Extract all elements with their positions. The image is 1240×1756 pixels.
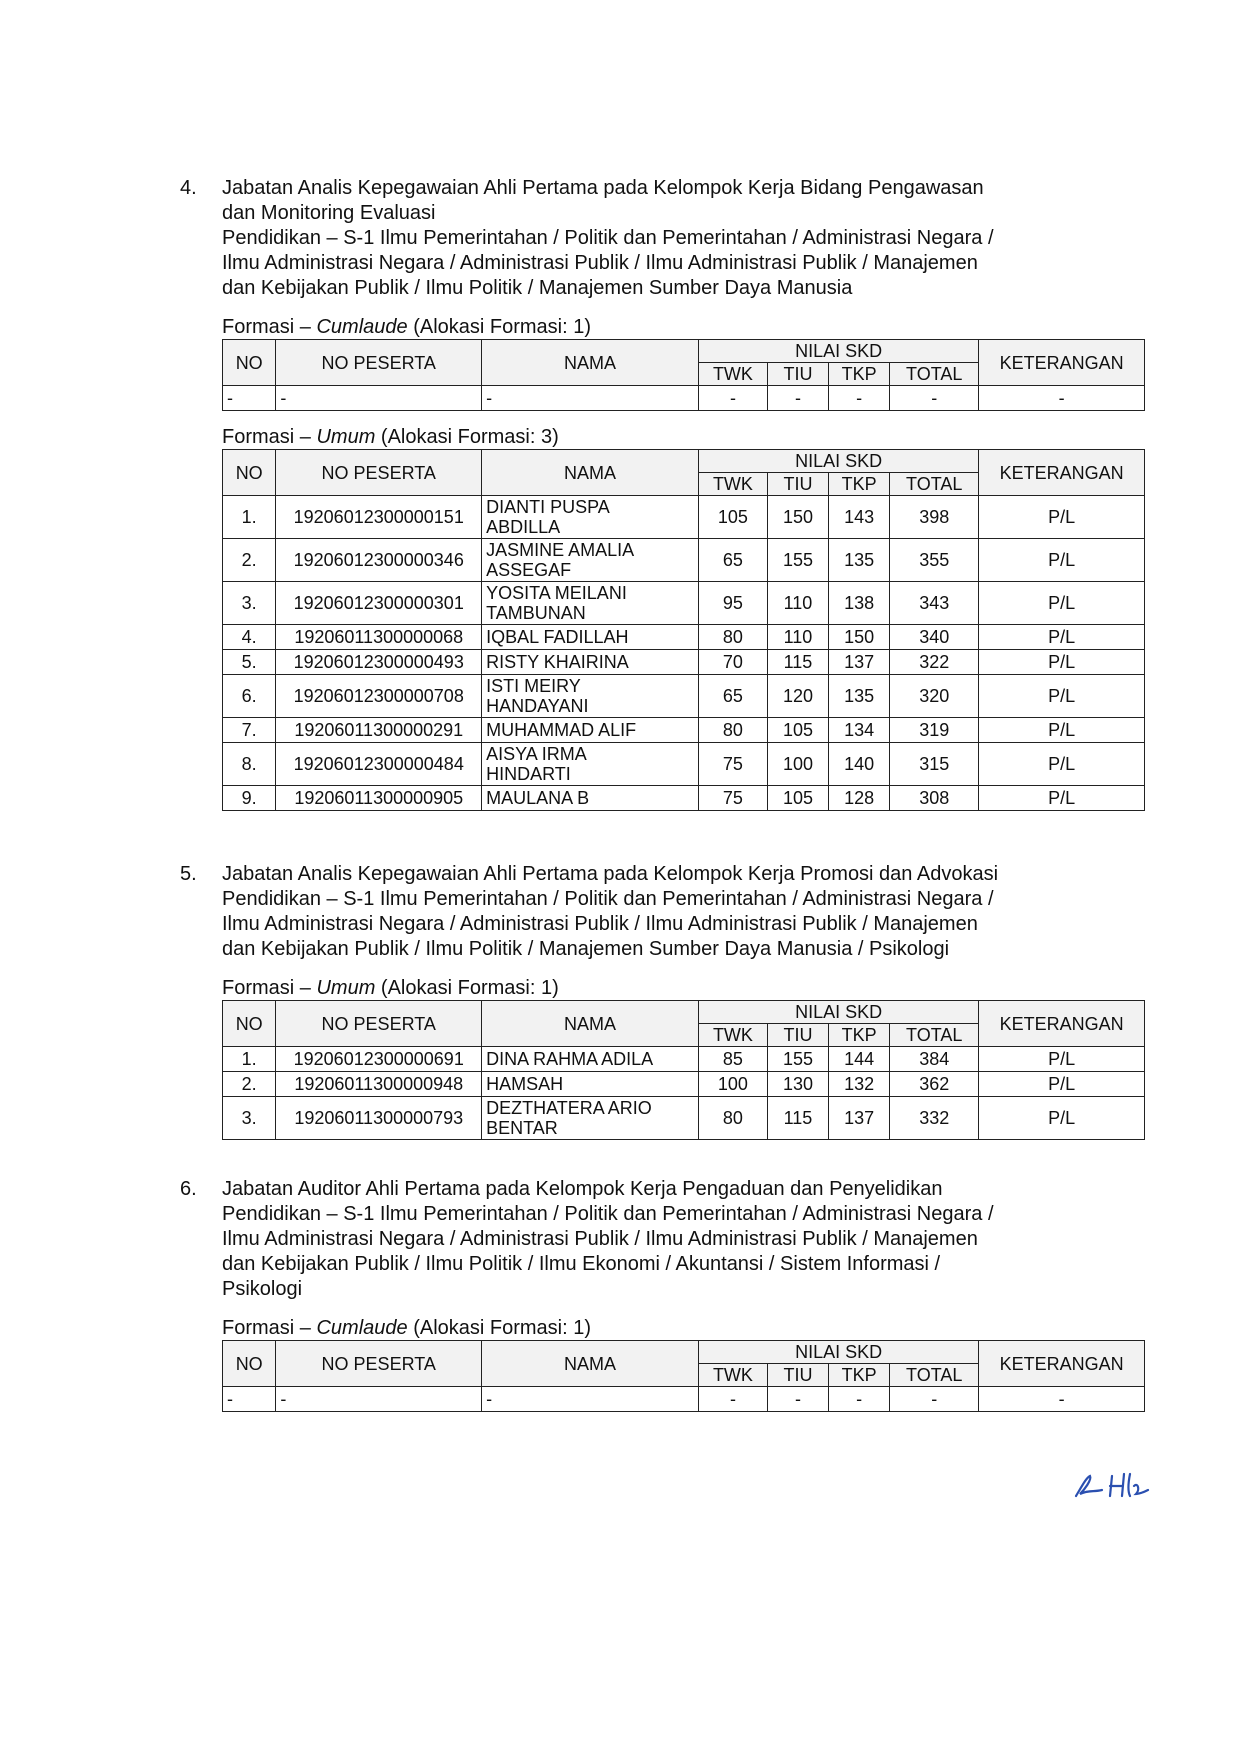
cell-no-peserta: 19206012300000301 — [276, 582, 482, 625]
cell-twk: 75 — [698, 786, 767, 811]
cell-tiu: 155 — [767, 539, 828, 582]
cell-no: - — [223, 1387, 276, 1412]
cell-nama — [482, 743, 699, 786]
header-nama: NAMA — [482, 1341, 699, 1387]
cell-no: 5. — [223, 650, 276, 675]
header-twk: TWK — [698, 1024, 767, 1047]
cell-tkp: 140 — [829, 743, 890, 786]
formasi-caption — [222, 1316, 1140, 1340]
cell-no: 6. — [223, 675, 276, 718]
cell-twk: 70 — [698, 650, 767, 675]
formasi-type: Umum — [316, 977, 376, 999]
formasi-prefix: Formasi – — [222, 977, 317, 999]
cell-no-peserta: 19206011300000793 — [276, 1097, 482, 1140]
header-total: TOTAL — [890, 1364, 979, 1387]
cell-nama — [482, 675, 699, 718]
section-heading — [180, 1177, 1140, 1302]
cell-keterangan: P/L — [979, 625, 1145, 650]
cell-tkp: 137 — [829, 650, 890, 675]
header-nama: NAMA — [482, 1001, 699, 1047]
header-nilai-skd: NILAI SKD — [698, 1001, 978, 1024]
table-row — [223, 496, 1145, 539]
participant-name-line: HAMSAH — [486, 1074, 564, 1094]
cell-tiu: 105 — [767, 718, 828, 743]
formasi-type: Cumlaude — [316, 316, 408, 338]
header-no-peserta: NO PESERTA — [276, 450, 482, 496]
desc-line: Jabatan Analis Kepegawaian Ahli Pertama pada Kelompok Kerja Promosi dan Advokasi — [222, 863, 999, 885]
cell-twk: - — [698, 1387, 767, 1412]
section-description — [222, 176, 1072, 301]
participant-name-line: HANDAYANI — [486, 696, 589, 716]
participant-name-line: - — [486, 388, 493, 408]
table-row — [223, 1072, 1145, 1097]
cell-no-peserta: 19206011300000905 — [276, 786, 482, 811]
header-nilai-skd: NILAI SKD — [698, 1341, 978, 1364]
cell-twk: 85 — [698, 1047, 767, 1072]
header-tiu: TIU — [767, 363, 828, 386]
participant-name-line: ABDILLA — [486, 517, 561, 537]
formasi-caption — [222, 315, 1140, 339]
desc-line: Psikologi — [222, 1278, 303, 1300]
cell-keterangan: - — [979, 386, 1145, 411]
cell-keterangan: P/L — [979, 1072, 1145, 1097]
header-total: TOTAL — [890, 473, 979, 496]
header-nilai-skd: NILAI SKD — [698, 340, 978, 363]
score-table — [222, 1340, 1145, 1412]
cell-nama — [482, 386, 699, 411]
cell-total: - — [890, 386, 979, 411]
formasi-alokasi: (Alokasi Formasi: 1) — [407, 316, 592, 338]
table-row — [223, 1047, 1145, 1072]
cell-keterangan: P/L — [979, 1097, 1145, 1140]
header-no: NO — [223, 450, 276, 496]
header-nama: NAMA — [482, 340, 699, 386]
desc-line: Pendidikan – S-1 Ilmu Pemerintahan / Politik dan Pemerintahan / Administrasi Negara / — [222, 227, 994, 249]
header-tkp: TKP — [829, 1024, 890, 1047]
desc-line: Pendidikan – S-1 Ilmu Pemerintahan / Politik dan Pemerintahan / Administrasi Negara / — [222, 888, 994, 910]
header-row — [223, 1001, 1145, 1024]
score-table — [222, 1000, 1145, 1140]
cell-no: 4. — [223, 625, 276, 650]
cell-tiu: 130 — [767, 1072, 828, 1097]
formasi-alokasi: (Alokasi Formasi: 3) — [375, 426, 559, 448]
cell-no-peserta: 19206012300000151 — [276, 496, 482, 539]
participant-name-line: YOSITA MEILANI — [486, 583, 627, 603]
cell-nama — [482, 786, 699, 811]
formasi-caption — [222, 425, 1140, 449]
cell-tiu: 115 — [767, 650, 828, 675]
section-heading — [180, 862, 1140, 962]
cell-tkp: 143 — [829, 496, 890, 539]
cell-nama — [482, 1047, 699, 1072]
section-description — [222, 862, 1072, 962]
cell-tiu: 110 — [767, 625, 828, 650]
cell-tkp: - — [829, 1387, 890, 1412]
section-4 — [180, 176, 1140, 811]
header-twk: TWK — [698, 473, 767, 496]
cell-twk: 65 — [698, 675, 767, 718]
cell-no: 3. — [223, 582, 276, 625]
cell-no-peserta: 19206011300000068 — [276, 625, 482, 650]
section-5 — [180, 862, 1140, 1140]
cell-total: 308 — [890, 786, 979, 811]
cell-no: 1. — [223, 496, 276, 539]
table-row — [223, 539, 1145, 582]
cell-nama — [482, 1387, 699, 1412]
cell-tiu: 150 — [767, 496, 828, 539]
cell-no: - — [223, 386, 276, 411]
cell-nama — [482, 650, 699, 675]
desc-line: dan Monitoring Evaluasi — [222, 202, 436, 224]
desc-line: dan Kebijakan Publik / Ilmu Politik / Manajemen Sumber Daya Manusia / Psikologi — [222, 938, 950, 960]
cell-nama — [482, 1072, 699, 1097]
cell-tiu: 105 — [767, 786, 828, 811]
cell-tiu: 155 — [767, 1047, 828, 1072]
cell-no-peserta: 19206012300000484 — [276, 743, 482, 786]
cell-no: 9. — [223, 786, 276, 811]
header-tiu: TIU — [767, 473, 828, 496]
header-nilai-skd: NILAI SKD — [698, 450, 978, 473]
cell-tkp: 128 — [829, 786, 890, 811]
participant-name-line: JASMINE AMALIA — [486, 540, 635, 560]
cell-keterangan: P/L — [979, 675, 1145, 718]
header-tkp: TKP — [829, 1364, 890, 1387]
participant-name-line: AISYA IRMA — [486, 744, 587, 764]
cell-no-peserta: 19206011300000948 — [276, 1072, 482, 1097]
header-tkp: TKP — [829, 473, 890, 496]
section-heading — [180, 176, 1140, 301]
table-row — [223, 625, 1145, 650]
cell-total: 315 — [890, 743, 979, 786]
participant-name-line: IQBAL FADILLAH — [486, 627, 629, 647]
cell-keterangan: P/L — [979, 582, 1145, 625]
section-number: 4. — [180, 177, 197, 199]
participant-name-line: MAULANA B — [486, 788, 590, 808]
cell-keterangan: - — [979, 1387, 1145, 1412]
section-6 — [180, 1177, 1140, 1412]
cell-twk: 95 — [698, 582, 767, 625]
header-no: NO — [223, 340, 276, 386]
cell-tkp: 150 — [829, 625, 890, 650]
cell-nama — [482, 539, 699, 582]
cell-total: 362 — [890, 1072, 979, 1097]
formasi-prefix: Formasi – — [222, 426, 317, 448]
header-no-peserta: NO PESERTA — [276, 1341, 482, 1387]
header-tkp: TKP — [829, 363, 890, 386]
cell-tiu: - — [767, 386, 828, 411]
table-row — [223, 650, 1145, 675]
desc-line: Jabatan Analis Kepegawaian Ahli Pertama pada Kelompok Kerja Bidang Pengawasan — [222, 177, 984, 199]
cell-no: 2. — [223, 1072, 276, 1097]
cell-tkp: 144 — [829, 1047, 890, 1072]
score-table — [222, 449, 1145, 811]
cell-no: 2. — [223, 539, 276, 582]
cell-twk: 100 — [698, 1072, 767, 1097]
cell-tkp: 132 — [829, 1072, 890, 1097]
desc-line: dan Kebijakan Publik / Ilmu Politik / Ilmu Ekonomi / Akuntansi / Sistem Informasi / — [222, 1253, 941, 1275]
cell-nama — [482, 496, 699, 539]
cell-nama — [482, 625, 699, 650]
cell-keterangan: P/L — [979, 496, 1145, 539]
cell-twk: - — [698, 386, 767, 411]
formation-table-wrap — [180, 315, 1140, 411]
cell-total: 320 — [890, 675, 979, 718]
table-row — [223, 718, 1145, 743]
formation-table-wrap — [180, 976, 1140, 1140]
cell-tkp: 135 — [829, 539, 890, 582]
cell-no-peserta: 19206012300000346 — [276, 539, 482, 582]
cell-keterangan: P/L — [979, 786, 1145, 811]
cell-tiu: 100 — [767, 743, 828, 786]
header-no-peserta: NO PESERTA — [276, 340, 482, 386]
cell-no: 1. — [223, 1047, 276, 1072]
cell-nama — [482, 1097, 699, 1140]
participant-name-line: DIANTI PUSPA — [486, 497, 610, 517]
cell-total: - — [890, 1387, 979, 1412]
table-row — [223, 1387, 1145, 1412]
cell-no-peserta: - — [276, 1387, 482, 1412]
header-twk: TWK — [698, 1364, 767, 1387]
cell-total: 322 — [890, 650, 979, 675]
participant-name-line: TAMBUNAN — [486, 603, 586, 623]
cell-no-peserta: 19206011300000291 — [276, 718, 482, 743]
table-row — [223, 582, 1145, 625]
cell-tkp: - — [829, 386, 890, 411]
desc-line: dan Kebijakan Publik / Ilmu Politik / Manajemen Sumber Daya Manusia — [222, 277, 853, 299]
cell-twk: 80 — [698, 1097, 767, 1140]
formasi-alokasi: (Alokasi Formasi: 1) — [375, 977, 559, 999]
cell-no: 8. — [223, 743, 276, 786]
cell-total: 332 — [890, 1097, 979, 1140]
cell-tiu: 115 — [767, 1097, 828, 1140]
cell-nama — [482, 718, 699, 743]
header-keterangan: KETERANGAN — [979, 450, 1145, 496]
section-number: 5. — [180, 863, 197, 885]
table-row — [223, 743, 1145, 786]
header-row — [223, 450, 1145, 473]
cell-tkp: 134 — [829, 718, 890, 743]
desc-line: Ilmu Administrasi Negara / Administrasi Publik / Ilmu Administrasi Publik / Manajemen — [222, 1228, 978, 1250]
formasi-caption — [222, 976, 1140, 1000]
header-twk: TWK — [698, 363, 767, 386]
cell-total: 355 — [890, 539, 979, 582]
cell-total: 398 — [890, 496, 979, 539]
header-tiu: TIU — [767, 1024, 828, 1047]
signature-initials — [1072, 1468, 1152, 1502]
cell-tiu: - — [767, 1387, 828, 1412]
participant-name-line: HINDARTI — [486, 764, 571, 784]
formation-table-wrap — [180, 1316, 1140, 1412]
header-row — [223, 340, 1145, 363]
score-table — [222, 339, 1145, 411]
header-tiu: TIU — [767, 1364, 828, 1387]
participant-name-line: RISTY KHAIRINA — [486, 652, 629, 672]
table-row — [223, 1097, 1145, 1140]
header-keterangan: KETERANGAN — [979, 340, 1145, 386]
header-keterangan: KETERANGAN — [979, 1001, 1145, 1047]
formasi-alokasi: (Alokasi Formasi: 1) — [407, 1317, 592, 1339]
header-total: TOTAL — [890, 363, 979, 386]
formasi-type: Umum — [316, 426, 376, 448]
participant-name-line: DEZTHATERA ARIO — [486, 1098, 652, 1118]
participant-name-line: DINA RAHMA ADILA — [486, 1049, 654, 1069]
header-nama: NAMA — [482, 450, 699, 496]
section-number: 6. — [180, 1178, 197, 1200]
cell-twk: 65 — [698, 539, 767, 582]
formation-table-wrap — [180, 425, 1140, 811]
cell-no-peserta: 19206012300000708 — [276, 675, 482, 718]
cell-total: 340 — [890, 625, 979, 650]
desc-line: Ilmu Administrasi Negara / Administrasi Publik / Ilmu Administrasi Publik / Manajemen — [222, 913, 978, 935]
desc-line: Jabatan Auditor Ahli Pertama pada Kelompok Kerja Pengaduan dan Penyelidikan — [222, 1178, 943, 1200]
cell-no-peserta: 19206012300000691 — [276, 1047, 482, 1072]
table-row — [223, 675, 1145, 718]
formasi-type: Cumlaude — [316, 1317, 408, 1339]
header-row — [223, 1341, 1145, 1364]
table-row — [223, 386, 1145, 411]
cell-twk: 80 — [698, 718, 767, 743]
formasi-prefix: Formasi – — [222, 316, 317, 338]
cell-no-peserta: 19206012300000493 — [276, 650, 482, 675]
cell-tkp: 138 — [829, 582, 890, 625]
participant-name-line: MUHAMMAD ALIF — [486, 720, 637, 740]
cell-keterangan: P/L — [979, 718, 1145, 743]
cell-tiu: 110 — [767, 582, 828, 625]
table-row — [223, 786, 1145, 811]
cell-twk: 75 — [698, 743, 767, 786]
cell-no: 7. — [223, 718, 276, 743]
cell-no-peserta: - — [276, 386, 482, 411]
cell-keterangan: P/L — [979, 743, 1145, 786]
cell-keterangan: P/L — [979, 1047, 1145, 1072]
header-total: TOTAL — [890, 1024, 979, 1047]
cell-total: 343 — [890, 582, 979, 625]
cell-tkp: 137 — [829, 1097, 890, 1140]
header-no: NO — [223, 1341, 276, 1387]
cell-twk: 80 — [698, 625, 767, 650]
cell-keterangan: P/L — [979, 539, 1145, 582]
cell-twk: 105 — [698, 496, 767, 539]
cell-total: 384 — [890, 1047, 979, 1072]
participant-name-line: BENTAR — [486, 1118, 558, 1138]
cell-no: 3. — [223, 1097, 276, 1140]
header-no-peserta: NO PESERTA — [276, 1001, 482, 1047]
section-description — [222, 1177, 1072, 1302]
header-no: NO — [223, 1001, 276, 1047]
cell-tiu: 120 — [767, 675, 828, 718]
cell-nama — [482, 582, 699, 625]
participant-name-line: ASSEGAF — [486, 560, 572, 580]
desc-line: Ilmu Administrasi Negara / Administrasi Publik / Ilmu Administrasi Publik / Manajemen — [222, 252, 978, 274]
cell-total: 319 — [890, 718, 979, 743]
desc-line: Pendidikan – S-1 Ilmu Pemerintahan / Politik dan Pemerintahan / Administrasi Negara / — [222, 1203, 994, 1225]
header-keterangan: KETERANGAN — [979, 1341, 1145, 1387]
cell-keterangan: P/L — [979, 650, 1145, 675]
cell-tkp: 135 — [829, 675, 890, 718]
participant-name-line: - — [486, 1389, 493, 1409]
participant-name-line: ISTI MEIRY — [486, 676, 581, 696]
formasi-prefix: Formasi – — [222, 1317, 317, 1339]
